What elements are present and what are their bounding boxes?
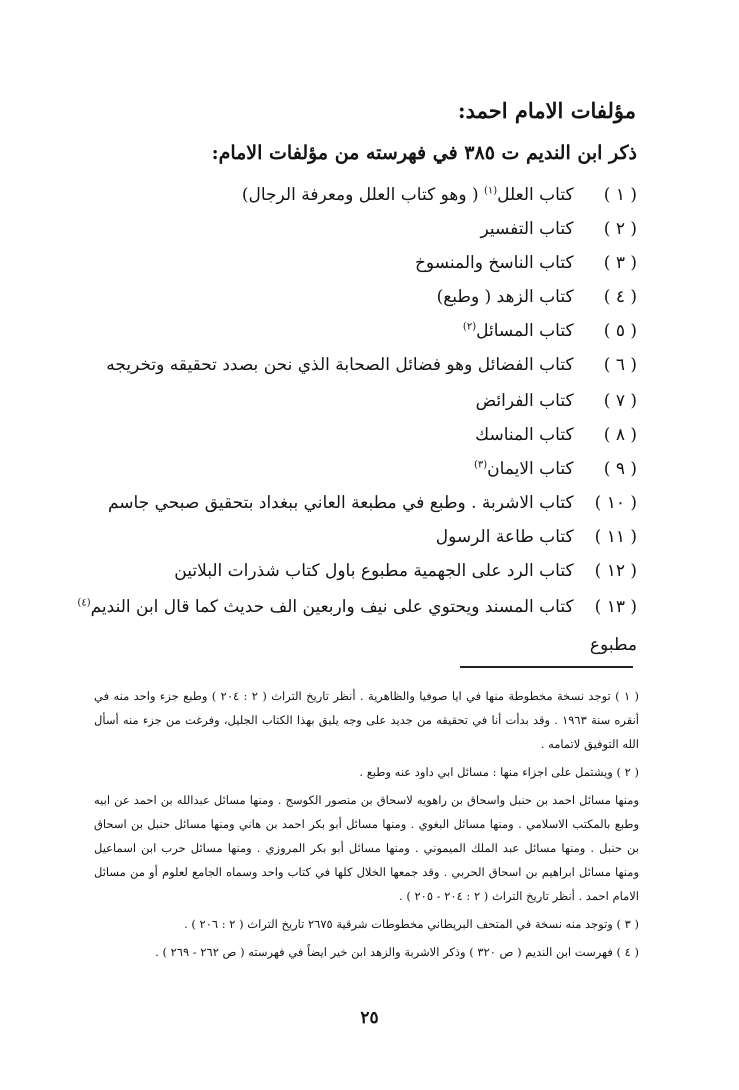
item-text: كتاب الاشربة . وطبع في مطبعة العاني ببغداد بتحقيق صبحي جاسم — [107, 493, 574, 513]
list-item — [77, 178, 637, 212]
list-item — [77, 314, 637, 348]
list-item — [77, 348, 637, 384]
item-text: كتاب المناسك — [475, 425, 574, 445]
footnote: ( ٤ ) فهرست ابن النديم ( ص ٣٢٠ ) وذكر الاشربة والزهد ابن خير ايضاً في فهرسته ( ص ٢٦٢ - ٢٦٩ ) . — [155, 945, 639, 959]
footnote: ومنها مسائل احمد بن حنبل واسحاق بن راهويه لاسحاق بن منصور الكوسج . ومنها مسائل عبدالله بن احمد عن ابيه وطبع بالمكتب الاسلامي . ومنها مسائل البغوي . ومنها مسائل أبو بكر احمد بن هاني ومنها مسائل حنبل بن اسحاق بن حنبل . ومنها مسائل عبد الملك الميموني . ومنها مسائل أبو بكر المروزي . ومنها مسائل حرب ابن اسماعيل ومنها مسائل ابراهيم بن اسحاق الحربي . وقد جمعها الخلال كلها في كتاب واحد وسماه الجامع لعلوم أو من مسائل الامام احمد . أنظر تاريخ التراث ( ٢ : ٢٠٤ - ٢٠٥ ) . — [94, 793, 639, 903]
item-number: ( ٨ ) — [603, 425, 637, 445]
item-text: كتاب الايمان — [487, 459, 574, 479]
item-text: كتاب المسند ويحتوي على نيف واربعين الف حديث كما قال ابن النديم — [90, 597, 574, 617]
footnote: ( ٣ ) وتوجد منه نسخة في المتحف البريطاني مخطوطات شرقية ٢٦٧٥ تاريخ التراث ( ٢ : ٢٠٦ ) . — [184, 917, 639, 931]
item-text: كتاب الناسخ والمنسوخ — [414, 253, 574, 273]
item-text: كتاب العلل — [497, 185, 574, 205]
footnotes — [94, 684, 639, 964]
item-number: ( ١٢ ) — [594, 561, 637, 581]
list-item — [77, 212, 637, 246]
footnote-ref: (٤) — [77, 597, 91, 609]
item-text-after: مطبوع — [589, 635, 637, 655]
item-number: ( ٦ ) — [603, 355, 637, 375]
footnote: ( ١ ) توجد نسخة مخطوطة منها في ايا صوفيا والظاهرية . أنظر تاريخ التراث ( ٢ : ٢٠٤ ) وطبع جزء واحد منه في أنقره سنة ١٩٦٣ . وقد بدأت أنا في تحقيقه من جديد على وجه يليق بهذا الكتاب الجليل، وفرغت من جزء منه أسأل الله التوفيق لاتمامه . — [94, 689, 639, 751]
item-number: ( ٤ ) — [603, 287, 637, 307]
item-number: ( ١٠ ) — [594, 493, 637, 513]
page-number: ٢٥ — [360, 1008, 379, 1028]
footnote-ref: (١) — [483, 185, 498, 197]
item-number: ( ١٣ ) — [594, 597, 637, 617]
item-text: كتاب التفسير — [480, 219, 574, 239]
list-item — [77, 588, 637, 664]
item-text-after: ( وهو كتاب العلل ومعرفة الرجال) — [241, 185, 484, 205]
item-text: كتاب الفرائض — [475, 391, 574, 411]
footnote-ref: (٢) — [462, 321, 477, 333]
list-item — [77, 554, 637, 588]
list-item — [77, 384, 637, 418]
list-item — [77, 246, 637, 280]
item-number: ( ١١ ) — [594, 527, 637, 547]
list-item — [77, 486, 637, 520]
section-heading: مؤلفات الامام احمد: — [457, 98, 636, 123]
item-number: ( ٥ ) — [603, 321, 637, 341]
list-item — [77, 520, 637, 554]
intro-line: ذكر ابن النديم ت ٣٨٥ في فهرسته من مؤلفات الامام: — [211, 142, 637, 164]
list-item — [77, 280, 637, 314]
item-text: كتاب الفضائل وهو فضائل الصحابة الذي نحن بصدد تحقيقه وتخريجه — [106, 355, 574, 375]
item-number: ( ٧ ) — [603, 391, 637, 411]
item-text: كتاب المسائل — [476, 321, 574, 341]
item-number: ( ١ ) — [603, 185, 637, 205]
item-text: كتاب طاعة الرسول — [435, 527, 574, 547]
footnote-ref: (٣) — [473, 459, 488, 471]
item-number: ( ٢ ) — [603, 219, 637, 239]
list-item — [77, 452, 637, 486]
item-number: ( ٣ ) — [603, 253, 637, 273]
works-list — [77, 178, 637, 664]
item-text: كتاب الزهد ( وطبع) — [436, 287, 574, 307]
footnote-separator — [460, 666, 633, 668]
item-number: ( ٩ ) — [603, 459, 637, 479]
footnote: ( ٢ ) ويشتمل على اجزاء منها : مسائل ابي داود عنه وطبع . — [359, 765, 639, 779]
list-item — [77, 418, 637, 452]
item-text: كتاب الرد على الجهمية مطبوع باول كتاب شذرات البلاتين — [174, 561, 574, 581]
